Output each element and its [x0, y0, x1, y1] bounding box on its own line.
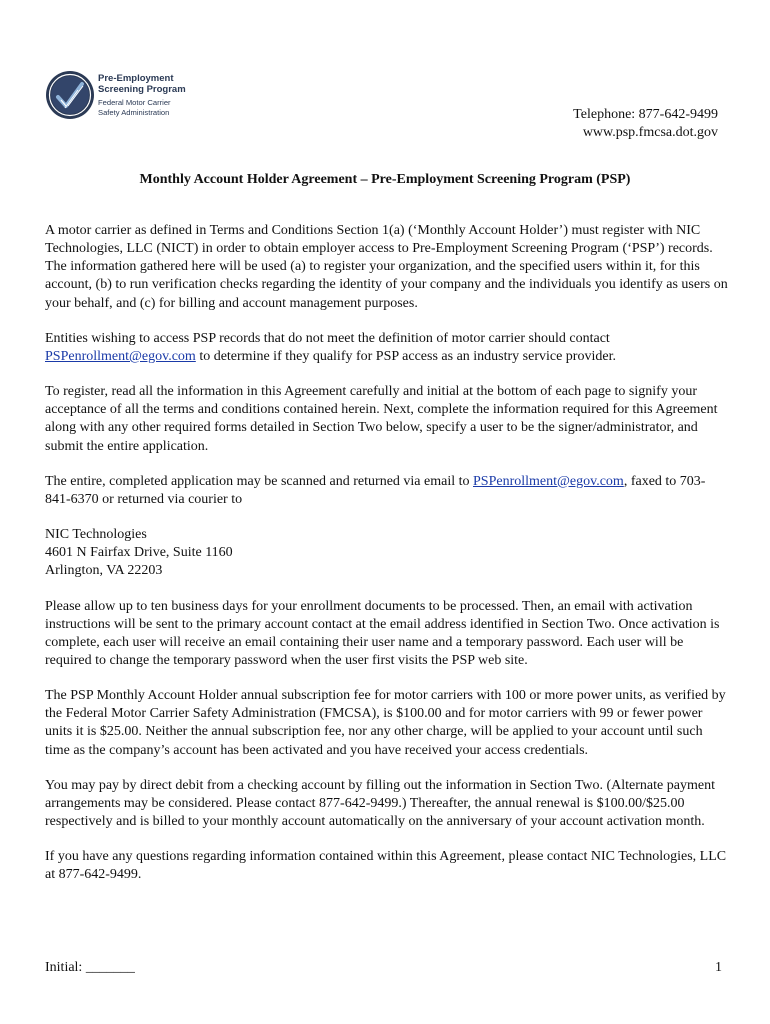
logo-line-3: Federal Motor Carrier: [98, 98, 171, 107]
paragraph-submission-text: The entire, completed application may be scanned and returned via email to: [45, 473, 473, 489]
psp-seal-icon: [44, 69, 96, 121]
logo-line-4: Safety Administration: [98, 107, 170, 117]
initial-field: Initial: _______: [45, 960, 135, 975]
psp-logo: [44, 69, 244, 125]
address-line-1: NIC Technologies: [45, 527, 147, 543]
paragraph-submission-text-2: , faxed to 703-841-6370 or returned via courier to: [45, 473, 706, 507]
website: www.psp.fmcsa.dot.gov: [582, 125, 718, 140]
address-line-3: Arlington, VA 22203: [45, 563, 163, 579]
paragraph-entities-text: Entities wishing to access PSP records that do not meet the definition of motor carrier should contact: [45, 330, 610, 346]
paragraph-register: To register, read all the information in this Agreement carefully and initial at the bottom of each page to signify your acceptance of all the terms and conditions contained herein. Next, complete the information required for this Agreement along with any other required forms detailed in Section Two below, specify a user to be the signer/administrator, and submit the entire application.: [45, 384, 718, 454]
paragraph-entities-text-2: to determine if they qualify for PSP access as an industry service provider.: [195, 348, 616, 364]
logo-text: [98, 73, 186, 117]
paragraph-fees: The PSP Monthly Account Holder annual subscription fee for motor carriers with 100 or more power units, as verified by the Federal Motor Carrier Safety Administration (FMCSA), is $100.00 and for motor carriers with 99 or fewer power units it is $25.00. Neither the annual subscription fee, nor any other charge, will be applied to your account until such time as the company’s account has been activated and you have received your access credentials.: [45, 688, 726, 758]
document-body: [45, 222, 730, 902]
paragraph-entities: [45, 330, 730, 366]
paragraph-questions: If you have any questions regarding information contained within this Agreement, please contact NIC Technologies, LLC at 877-642-9499.: [45, 849, 727, 883]
address-line-2: 4601 N Fairfax Drive, Suite 1160: [45, 545, 233, 561]
paragraph-payment: You may pay by direct debit from a checking account by filling out the information in Section Two. (Alternate payment arrangements may be considered. Please contact 877-642-9499.) Thereafter, the annual renewal is $100.00/$25.00 respectively and is billed to your monthly account automatically on the anniversary of your account activation month.: [45, 777, 715, 830]
contact-block: [573, 106, 718, 142]
enrollment-email-link-1[interactable]: PSPenrollment@egov.com: [45, 348, 196, 364]
logo-line-2: Screening Program: [98, 84, 186, 95]
logo-line-1: Pre-Employment: [98, 73, 174, 84]
document-title: Monthly Account Holder Agreement – Pre-Employment Screening Program (PSP): [139, 172, 631, 187]
paragraph-intro: A motor carrier as defined in Terms and Conditions Section 1(a) (‘Monthly Account Holder’) must register with NIC Technologies, LLC (NICT) in order to obtain employer access to Pre-Employment Screening Program (‘PSP’) records. The information gathered here will be used (a) to register your organization, and the specified users within it, for this account, (b) to run verification checks regarding the identity of your company and the individuals you identify as users on your behalf, and (c) for billing and account management purposes.: [45, 223, 728, 311]
paragraph-submission: [45, 473, 730, 509]
telephone: Telephone: 877-642-9499: [573, 107, 718, 122]
paragraph-processing: Please allow up to ten business days for your enrollment documents to be processed. Then, an email with activation instructions will be sent to the primary account contact at the email address identified in Section Two. Once activation is complete, each user will receive an email containing their user name and a temporary password. Each user will be required to change the temporary password when the user first visits the PSP web site.: [45, 598, 720, 668]
address-block: [45, 526, 730, 580]
enrollment-email-link-2[interactable]: PSPenrollment@egov.com: [473, 473, 624, 489]
page-number: 1: [715, 960, 722, 975]
